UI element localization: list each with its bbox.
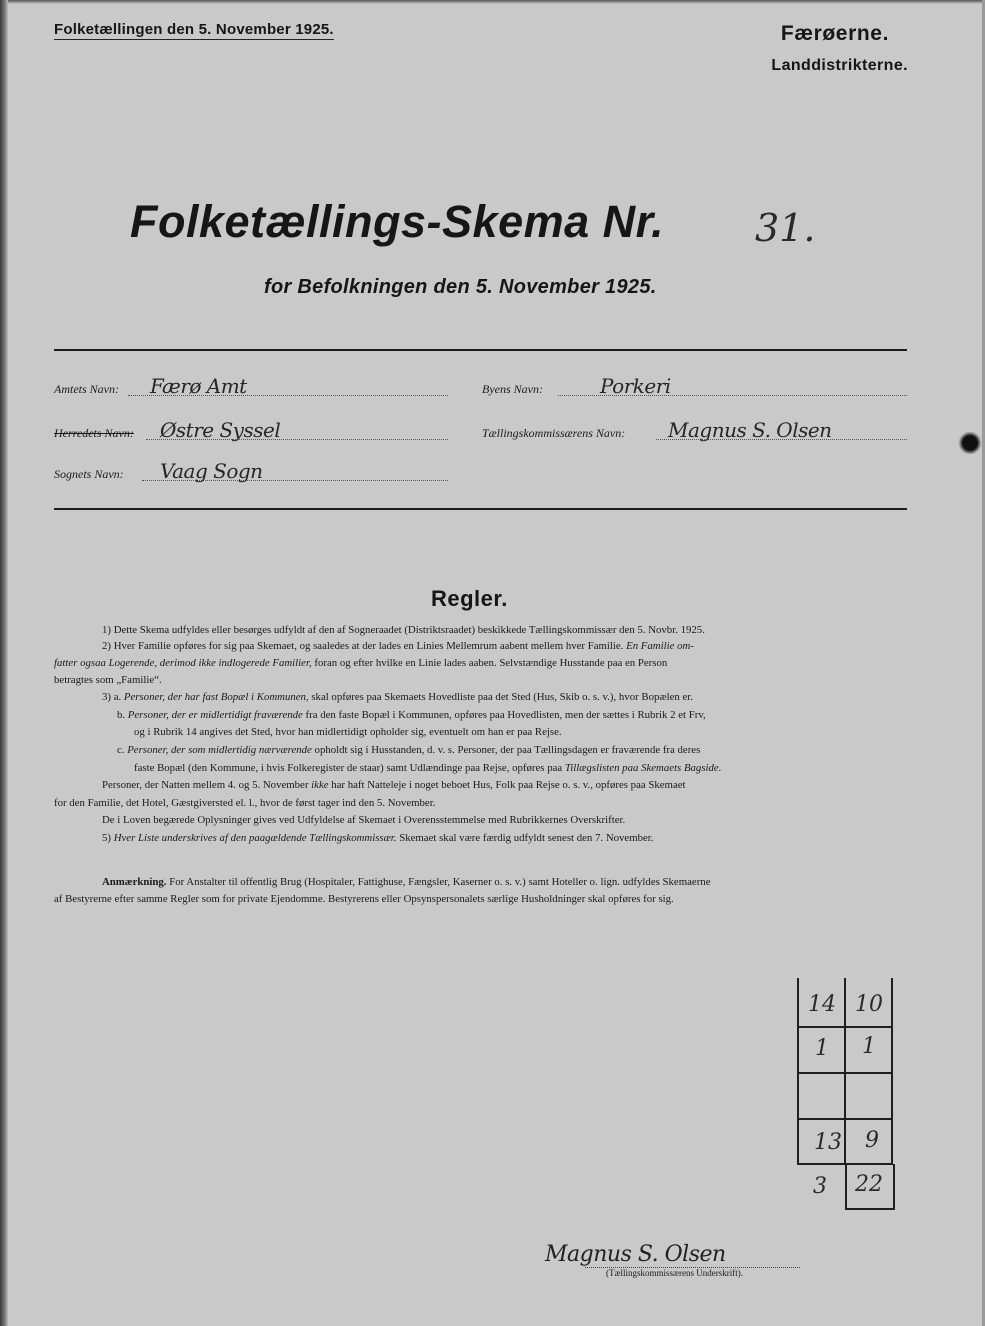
rule-line: 3) a. Personer, der har fast Bopæl i Kommunen, skal opføres paa Skemaets Hovedliste paa det Sted (Hus, Skib o. s. v.), hvor Bopælen er. bbox=[102, 691, 693, 703]
rule-line: betragtes som „Familie“. bbox=[54, 674, 162, 686]
page-edge-left bbox=[0, 0, 8, 1326]
bottom-divider bbox=[54, 508, 907, 510]
ink-blot bbox=[958, 432, 982, 454]
amt-value: Færø Amt bbox=[150, 374, 247, 398]
tally-value: 3 bbox=[813, 1174, 827, 1199]
district-type-label: Landdistrikterne. bbox=[771, 57, 908, 74]
form-number: 31. bbox=[755, 206, 816, 250]
tally-divider bbox=[797, 1118, 893, 1120]
rule-line: for den Familie, det Hotel, Gæstgiversted el. l., hvor de først tager ind den 5. November. bbox=[54, 797, 436, 809]
page-edge-top bbox=[0, 0, 985, 4]
signature-caption: (Tællingskommissærens Underskrift). bbox=[606, 1268, 743, 1278]
rule-line: 2) Hver Familie opføres for sig paa Skemaet, og saaledes at der lades en Linies Mellemrum aabent mellem hver Familie. En Familie om- bbox=[102, 640, 694, 652]
amt-label: Amtets Navn: bbox=[54, 382, 119, 396]
tally-value: 10 bbox=[855, 992, 883, 1017]
herred-label: Herredets Navn: bbox=[54, 426, 134, 440]
tally-box bbox=[797, 978, 893, 1208]
rule-line: Personer, der Natten mellem 4. og 5. November ikke har haft Natteleje i noget beboet Hus, Folk paa Rejse o. s. v., opføres paa Skemaet bbox=[102, 779, 686, 791]
census-date-label: Folketællingen den 5. November 1925. bbox=[54, 21, 334, 38]
tally-value: 13 bbox=[814, 1130, 842, 1155]
rules-heading: Regler. bbox=[431, 586, 508, 611]
rule-line: fatter ogsaa Logerende, derimod ikke indlogerede Familier, foran og efter hvilke en Linie lades aaben. Selvstændige Husstande paa en Person bbox=[54, 657, 668, 669]
top-divider bbox=[54, 349, 907, 351]
tally-value: 9 bbox=[865, 1128, 879, 1153]
tally-divider bbox=[797, 1026, 893, 1028]
note-label: Anmærkning. bbox=[102, 876, 167, 888]
commissioner-value: Magnus S. Olsen bbox=[668, 418, 832, 442]
rule-line: 1) Dette Skema udfyldes eller besørges udfyldt af den af Sogneraadet (Distriktsraadet) beskikkede Tællingskommissær den 5. Novbr. 1925. bbox=[102, 624, 705, 636]
by-value: Porkeri bbox=[600, 374, 671, 398]
form-title: Folketællings-Skema Nr. bbox=[130, 196, 665, 247]
tally-divider bbox=[797, 1072, 893, 1074]
tally-value: 1 bbox=[862, 1034, 876, 1059]
rule-line: og i Rubrik 14 angives det Sted, hvor han midlertidigt opholder sig, eventuelt om han er paa Rejse. bbox=[134, 726, 562, 738]
tally-value: 1 bbox=[815, 1036, 829, 1061]
rule-line: 5) Hver Liste underskrives af den paagældende Tællingskommissær. Skemaet skal være færdig udfyldt senest den 7. November. bbox=[102, 832, 654, 844]
commissioner-label: Tællingskommissærens Navn: bbox=[482, 426, 626, 440]
rule-line: c. Personer, der som midlertidig nærværende opholdt sig i Husstanden, d. v. s. Personer, der paa Tællingsdagen er fraværende fra deres bbox=[117, 744, 701, 756]
note-line-1: Anmærkning. For Anstalter til offentlig Brug (Hospitaler, Fattighuse, Fængsler, Kaserner o. s. v.) samt Hoteller o. lign. udfyldes Skemaerne bbox=[102, 876, 711, 888]
rule-line: b. Personer, der er midlertidigt fraværende fra den faste Bopæl i Kommunen, opføres paa Hovedlisten, men der sættes i Rubrik 2 et Frv, bbox=[117, 709, 706, 721]
sogn-value: Vaag Sogn bbox=[160, 459, 263, 483]
rule-line: De i Loven begærede Oplysninger gives ved Udfyldelse af Skemaet i Overensstemmelse med Rubrikkernes Overskrifter. bbox=[102, 814, 626, 826]
sogn-label: Sognets Navn: bbox=[54, 467, 124, 481]
rule-line: faste Bopæl (den Kommune, i hvis Folkeregister de staar) samt Udlændinge paa Rejse, opføres paa Tillægslisten paa Skemaets Bagside. bbox=[134, 762, 722, 774]
by-label: Byens Navn: bbox=[482, 382, 543, 396]
region-label: Færøerne. bbox=[780, 22, 889, 45]
tally-value: 22 bbox=[855, 1172, 883, 1197]
commissioner-signature: Magnus S. Olsen bbox=[545, 1242, 726, 1267]
form-subtitle: for Befolkningen den 5. November 1925. bbox=[264, 276, 657, 298]
tally-value: 14 bbox=[808, 992, 836, 1017]
herred-value: Østre Syssel bbox=[160, 418, 281, 442]
note-line-2: af Bestyrerne efter samme Regler som for private Ejendomme. Bestyrerens eller Opsynspersonalets særlige Husholdninger skal opføres for sig. bbox=[54, 893, 674, 905]
